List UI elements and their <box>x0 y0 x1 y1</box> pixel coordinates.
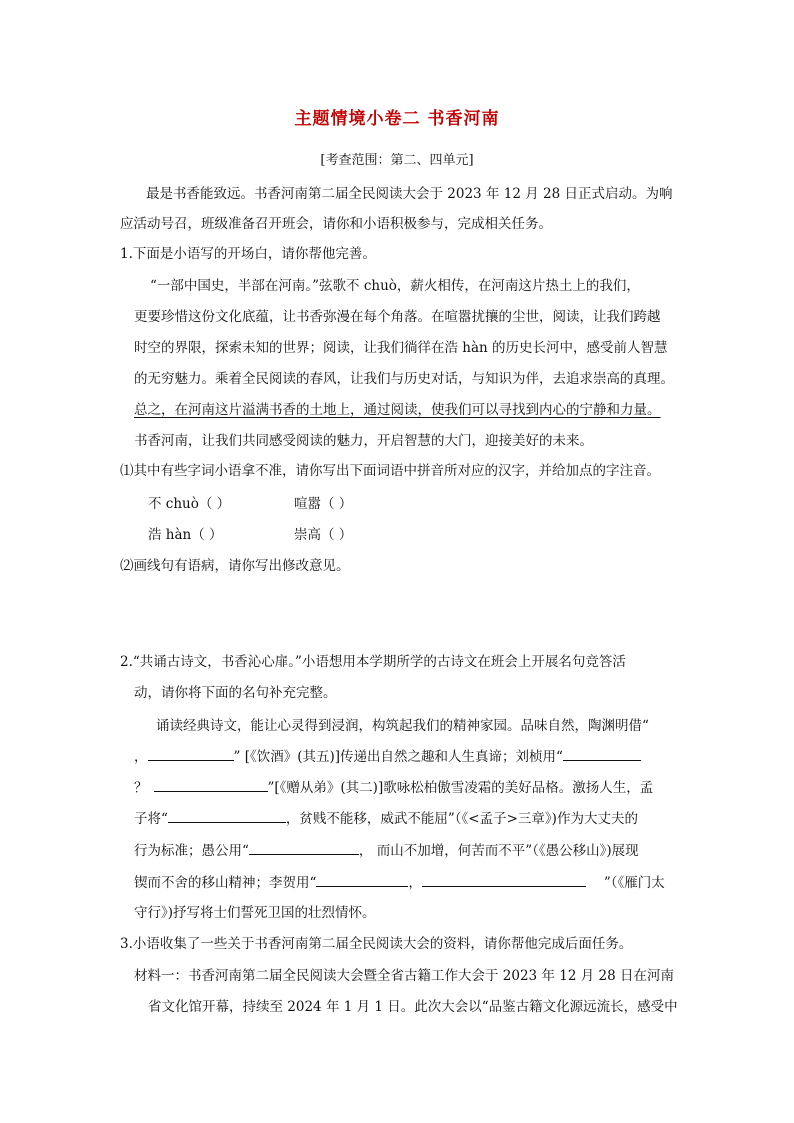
q1-sub1: ⑴其中有些字词小语拿不准，请你写出下面词语中拼音所对应的汉字，并给加点的字注音。 <box>120 463 660 479</box>
q2-text: 子将“ <box>134 811 168 827</box>
q1-stem: 1.下面是小语写的开场白，请你帮他完善。 <box>120 246 376 262</box>
q3-material-line: 省文化馆开幕，持续至 2024 年 1 月 1 日。此次大会以“品鉴古籍文化源远流长，感受中 <box>148 999 678 1015</box>
q2-stem-line-1: 2.“共诵古诗文，书香沁心扉。”小语想用本学期所学的古诗文在班会上开展名句竞答活 <box>120 654 626 670</box>
q1-passage-line: 的无穷魅力。乘着全民阅读的春风，让我们与历史对话，与知识为伴，去追求崇高的真理。 <box>134 371 674 387</box>
exam-scope: [考查范围：第二、四单元] <box>320 153 474 168</box>
q2-passage-line: 守行》)抒写将士们誓死卫国的壮烈情怀。 <box>134 905 376 921</box>
answer-blank[interactable] <box>316 872 408 887</box>
q2-text: ， <box>134 749 148 765</box>
intro-line-2: 应活动号召，班级准备召开班会，请你和小语积极参与，完成相关任务。 <box>120 216 552 232</box>
answer-blank[interactable] <box>249 840 359 855</box>
answer-blank[interactable] <box>563 746 641 761</box>
q2-passage-line <box>134 872 665 893</box>
q2-passage-line <box>134 777 653 798</box>
q2-passage-line <box>134 808 638 829</box>
q2-stem-line-2: 动，请你将下面的名句补充完整。 <box>134 685 337 701</box>
q2-text: ” [《饮酒》(其五)]传递出自然之趣和人生真谛；刘桢用“ <box>233 749 563 765</box>
q1-passage-line: “一部中国史，半部在河南。”弦歌不 chuò，薪火相传，在河南这片热土上的我们， <box>150 278 640 294</box>
q1-passage-line: 时空的界限，探索未知的世界；阅读，让我们徜徉在浩 hàn 的历史长河中，感受前人智慧 <box>134 340 668 356</box>
q1-item-chonggao: 崇高（ ） <box>294 527 353 543</box>
q3-material-line: 材料一：书香河南第二届全民阅读大会暨全省古籍工作大会于 2023 年 12 月 28 日在河南 <box>134 968 674 984</box>
q2-passage-line: 诵读经典诗文，能让心灵得到浸润，构筑起我们的精神家园。品味自然，陶渊明借“ <box>156 718 649 734</box>
page-title: 主题情境小卷二 书香河南 <box>294 109 500 129</box>
answer-blank[interactable] <box>148 746 234 761</box>
intro-line-1: 最是书香能致远。书香河南第二届全民阅读大会于 2023 年 12 月 28 日正式启动。为响 <box>146 186 673 202</box>
q1-sub2: ⑵画线句有语病，请你写出修改意见。 <box>120 558 350 574</box>
q2-text: ， <box>408 875 422 891</box>
answer-blank[interactable] <box>168 808 286 823</box>
q1-item-han: 浩 hàn（ ） <box>148 527 223 543</box>
q2-text: ，贫贱不能移，威武不能屈”（《<孟子>三章》)作为大丈夫的 <box>285 811 638 827</box>
q2-text: 锲而不舍的移山精神；李贺用“ <box>134 875 317 891</box>
q1-passage-line: 更要珍惜这份文化底蕴，让书香弥漫在每个角落。在喧嚣扰攘的尘世，阅读，让我们跨越 <box>134 309 661 325</box>
q1-item-xuanxiao: 喧嚣（ ） <box>294 496 353 512</box>
answer-blank[interactable] <box>422 872 586 887</box>
q1-item-chuo: 不 chuò（ ） <box>148 496 231 512</box>
q2-passage-line <box>134 840 639 861</box>
q2-text: ？ <box>134 780 148 796</box>
q2-text: ， 而山不加增，何苦而不平”（《愚公移山》)展现 <box>358 843 639 859</box>
q2-text: ”[《赠从弟》(其二)]歌咏松柏傲雪凌霜的美好品格。激扬人生，孟 <box>267 780 654 796</box>
q2-text: 行为标准；愚公用“ <box>134 843 249 859</box>
q2-text: ”（《雁门太 <box>603 875 665 891</box>
answer-blank[interactable] <box>154 777 268 792</box>
q1-underlined-sentence: 总之，在河南这片溢满书香的土地上，通过阅读，使我们可以寻找到内心的宁静和力量。 <box>134 402 661 418</box>
q2-passage-line <box>134 746 641 767</box>
q3-stem: 3.小语收集了一些关于书香河南第二届全民阅读大会的资料，请你帮他完成后面任务。 <box>120 936 633 952</box>
q1-passage-line: 书香河南，让我们共同感受阅读的魅力，开启智慧的大门，迎接美好的未来。 <box>134 433 593 449</box>
